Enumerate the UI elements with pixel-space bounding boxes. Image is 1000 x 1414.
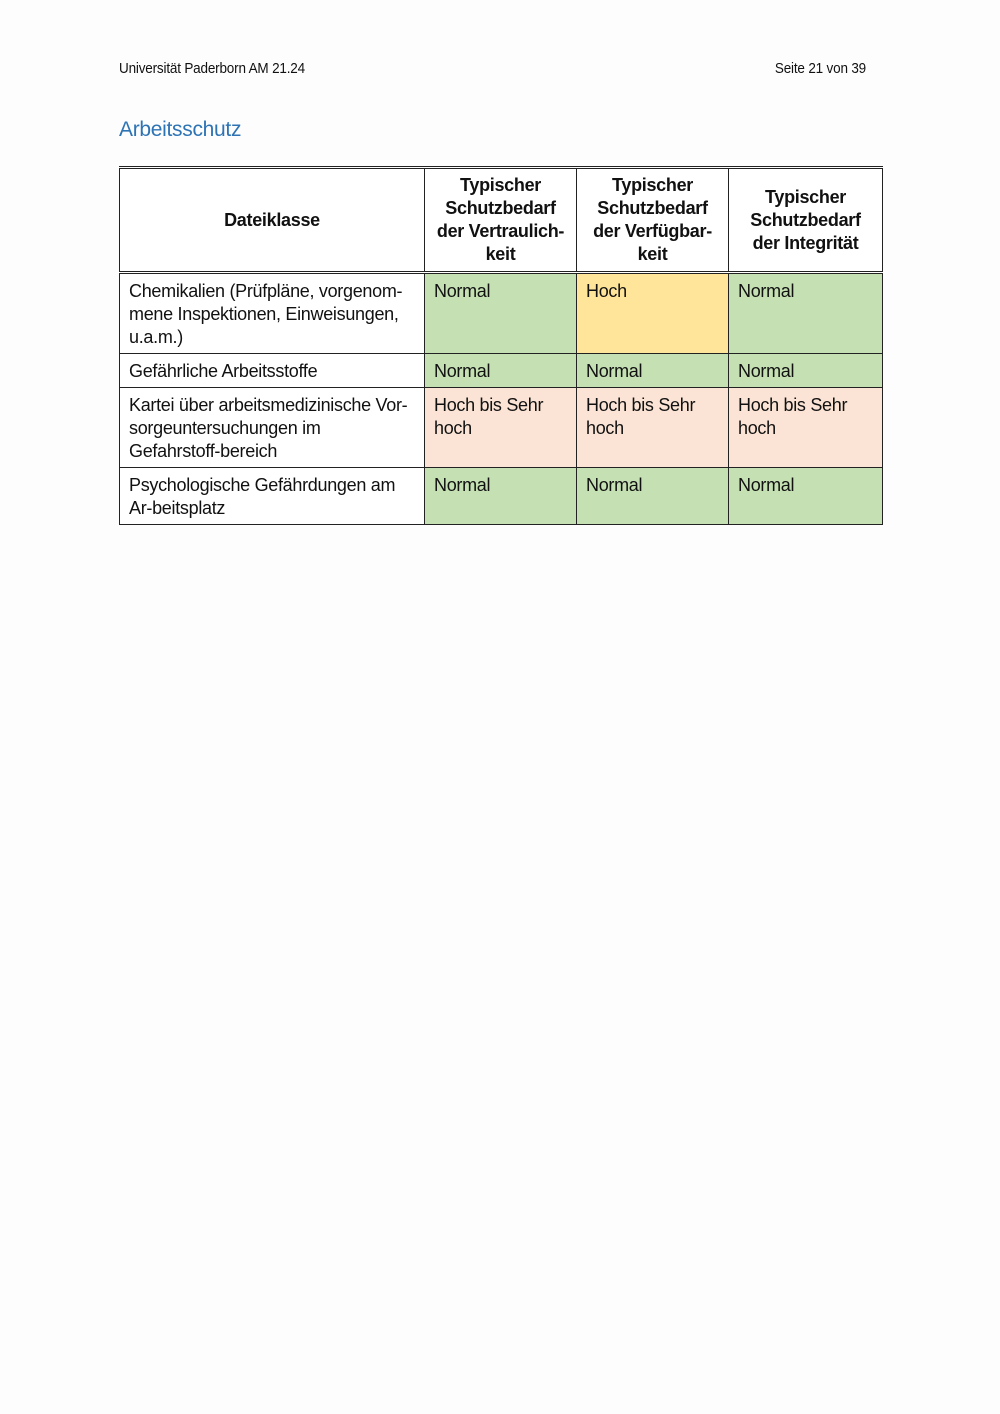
cell-integritaet: Normal	[729, 468, 883, 525]
cell-vertraulichkeit: Hoch bis Sehr hoch	[425, 388, 577, 468]
row-label: Psychologische Gefährdungen am Ar-beitsplatz	[120, 468, 425, 525]
row-label: Gefährliche Arbeitsstoffe	[120, 354, 425, 388]
header-page-number: Seite 21 von 39	[774, 60, 866, 77]
cell-verfuegbarkeit: Hoch	[577, 273, 729, 354]
cell-verfuegbarkeit: Normal	[577, 354, 729, 388]
table-row	[120, 468, 883, 525]
row-label: Kartei über arbeitsmedizinische Vor-sorgeuntersuchungen im Gefahrstoff-bereich	[120, 388, 425, 468]
table-row	[120, 273, 883, 354]
row-label: Chemikalien (Prüfpläne, vorgenom-mene Inspektionen, Einweisungen, u.a.m.)	[120, 273, 425, 354]
header-integritaet: Typischer Schutzbedarf der Integrität	[729, 168, 883, 273]
header-document-ref: Universität Paderborn AM 21.24	[119, 60, 305, 77]
table-row	[120, 388, 883, 468]
protection-needs-table	[119, 166, 883, 525]
cell-integritaet: Hoch bis Sehr hoch	[729, 388, 883, 468]
section-title: Arbeitsschutz	[119, 118, 242, 141]
table-row	[120, 354, 883, 388]
header-vertraulichkeit: Typischer Schutzbedarf der Vertraulich-keit	[425, 168, 577, 273]
cell-verfuegbarkeit: Normal	[577, 468, 729, 525]
cell-vertraulichkeit: Normal	[425, 468, 577, 525]
page-header	[119, 60, 866, 77]
cell-integritaet: Normal	[729, 354, 883, 388]
cell-vertraulichkeit: Normal	[425, 354, 577, 388]
table-header-row	[120, 168, 883, 273]
header-dateiklasse: Dateiklasse	[120, 168, 425, 273]
cell-verfuegbarkeit: Hoch bis Sehr hoch	[577, 388, 729, 468]
cell-vertraulichkeit: Normal	[425, 273, 577, 354]
cell-integritaet: Normal	[729, 273, 883, 354]
header-verfuegbarkeit: Typischer Schutzbedarf der Verfügbar-keit	[577, 168, 729, 273]
